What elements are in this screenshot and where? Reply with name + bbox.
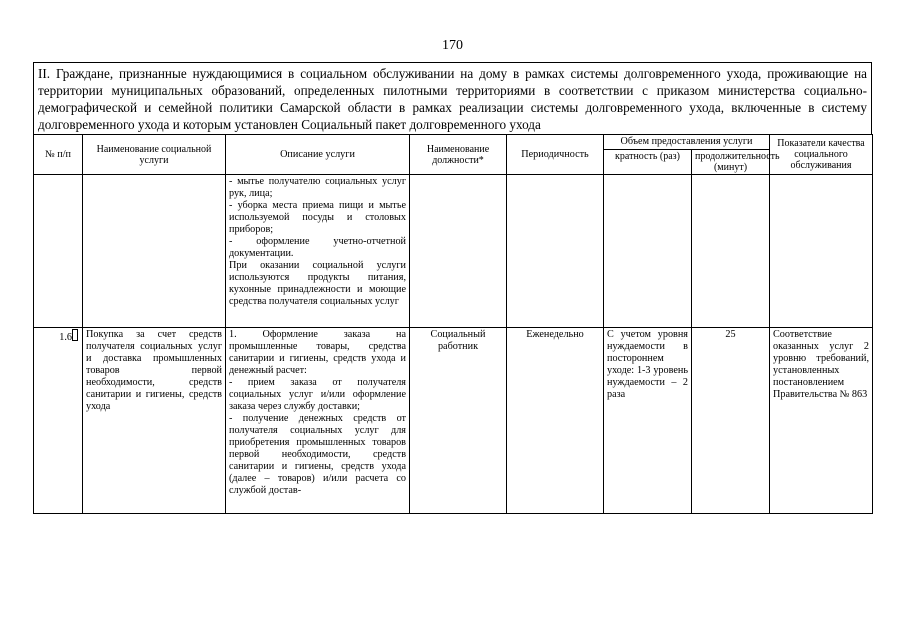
header-service-name: Наименование социальной услуги <box>83 135 226 175</box>
header-frequency: кратность (раз) <box>604 150 692 175</box>
description-line: - получение денежных средств от получателя социальных услуг для приобретения промышленных товаров первой необходимости, средств санитарии и гигиены, средств ухода (далее – товаров) и/или расчета со службой достав- <box>229 413 406 496</box>
header-num: № п/п <box>34 135 83 175</box>
cell-frequency <box>604 175 692 328</box>
cell-position <box>410 175 507 328</box>
cell-quality: Соответствие оказанных услуг 2 уровню требований, установленных постановлением Правительства № 863 <box>770 328 873 514</box>
cell-description <box>226 175 410 328</box>
header-volume-group: Объем предоставления услуги <box>604 135 770 150</box>
header-row-1 <box>34 135 873 150</box>
document-body <box>33 62 872 514</box>
text-cursor-icon <box>72 329 78 341</box>
cell-periodicity: Еженедельно <box>507 328 604 514</box>
services-table <box>33 134 873 514</box>
cell-periodicity <box>507 175 604 328</box>
header-duration: продолжительность (минут) <box>692 150 770 175</box>
cell-description <box>226 328 410 514</box>
header-position: Наименование должности* <box>410 135 507 175</box>
cell-num <box>34 328 83 514</box>
cell-quality <box>770 175 873 328</box>
description-line: - мытье получателю социальных услуг рук, лица; <box>229 176 406 199</box>
header-quality: Показатели качества социального обслуживания <box>770 135 873 175</box>
row-number: 1.6 <box>59 332 72 343</box>
description-line: При оказании социальной услуги используются продукты питания, кухонные принадлежности и моющие средства получателя социальных услуг <box>229 260 406 307</box>
description-line: - уборка места приема пищи и мытье используемой посуды и столовых приборов; <box>229 200 406 235</box>
cell-position: Социальный работник <box>410 328 507 514</box>
table-row <box>34 328 873 514</box>
cell-num <box>34 175 83 328</box>
table-row <box>34 175 873 328</box>
cell-service-name: Покупка за счет средств получателя социальных услуг и доставка промышленных товаров первой необходимости, средств санитарии и гигиены, средств ухода <box>83 328 226 514</box>
header-description: Описание услуги <box>226 135 410 175</box>
description-line: - прием заказа от получателя социальных услуг и/или оформление заказа через службу доставки; <box>229 377 406 412</box>
page-number: 170 <box>442 38 463 53</box>
cell-frequency: С учетом уровня нуждаемости в постороннем уходе: 1-3 уровень нуждаемости – 2 раза <box>604 328 692 514</box>
cell-service-name <box>83 175 226 328</box>
cell-duration <box>692 175 770 328</box>
header-periodicity: Периодичность <box>507 135 604 175</box>
section-heading: II. Граждане, признанные нуждающимися в социальном обслуживании на дому в рамках системы долговременного ухода, проживающие на территории муниципальных образований, определенных пилотными территориями в соответствии с приказом министерства социально-демографической и семейной политики Самарской области в рамках реализации системы долговременного ухода, включенные в систему долговременного ухода и которым установлен Социальный пакет долговременного ухода <box>33 63 872 134</box>
description-line: - оформление учетно-отчетной документации. <box>229 236 406 259</box>
description-line: 1. Оформление заказа на промышленные товары, средства санитарии и гигиены, средств ухода и денежный расчет: <box>229 329 406 376</box>
cell-duration: 25 <box>692 328 770 514</box>
